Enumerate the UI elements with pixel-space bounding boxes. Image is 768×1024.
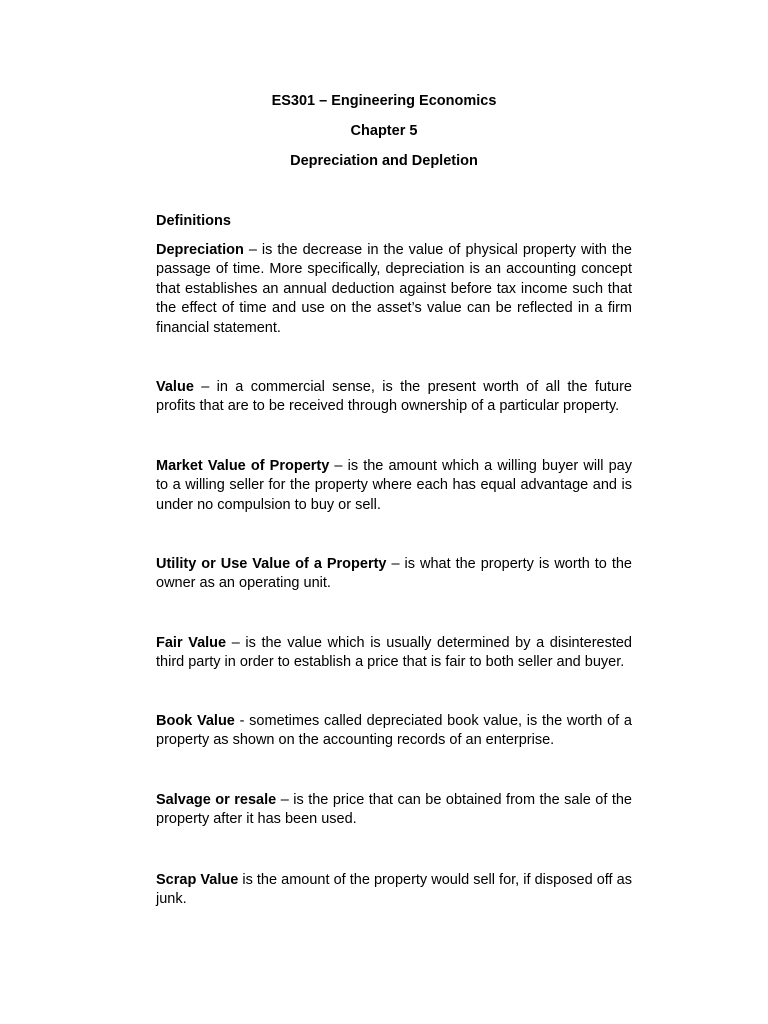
definition-utility-value <box>156 555 632 594</box>
definition-value <box>156 378 632 417</box>
definition-scrap-value <box>156 871 632 910</box>
definition-depreciation <box>156 241 632 338</box>
definition-fair-value <box>156 634 632 673</box>
definition-term: Depreciation <box>156 242 244 258</box>
definition-text: – in a commercial sense, is the present worth of all the future profits that are to be received through ownership of a particular property. <box>156 379 632 415</box>
definition-term: Book Value <box>156 713 235 729</box>
definition-term: Salvage or resale <box>156 792 277 808</box>
chapter-title: Chapter 5 <box>350 123 418 139</box>
topic-title: Depreciation and Depletion <box>290 153 478 169</box>
definition-book-value <box>156 712 632 751</box>
definition-term: Scrap Value <box>156 872 239 888</box>
section-title-definitions: Definitions <box>156 213 231 229</box>
definition-text: is the amount of the property would sell for, if disposed off as junk. <box>156 872 632 908</box>
definition-text: – is what the property is worth to the owner as an operating unit. <box>156 556 632 592</box>
definition-term: Fair Value <box>156 635 227 651</box>
definition-text: – is the amount which a willing buyer will pay to a willing seller for the property where each has equal advantage and is under no compulsion to buy or sell. <box>156 458 632 513</box>
course-title: ES301 – Engineering Economics <box>271 93 497 109</box>
definition-term: Utility or Use Value of a Property <box>156 556 387 572</box>
definition-term: Value <box>156 379 194 395</box>
definition-text: – is the price that can be obtained from the sale of the property after it has been used. <box>156 792 632 828</box>
definition-text: – is the value which is usually determined by a disinterested third party in order to establish a price that is fair to both seller and buyer. <box>156 635 632 671</box>
definition-text: – is the decrease in the value of physical property with the passage of time. More specifically, depreciation is an accounting concept that establishes an annual deduction against before tax income such that the effect of time and use on the asset’s value can be reflected in a firm financial statement. <box>156 242 632 336</box>
definition-term: Market Value of Property <box>156 458 330 474</box>
definition-salvage-value <box>156 791 632 830</box>
definition-text: - sometimes called depreciated book value, is the worth of a property as shown on the accounting records of an enterprise. <box>156 713 632 749</box>
definition-market-value <box>156 457 632 515</box>
